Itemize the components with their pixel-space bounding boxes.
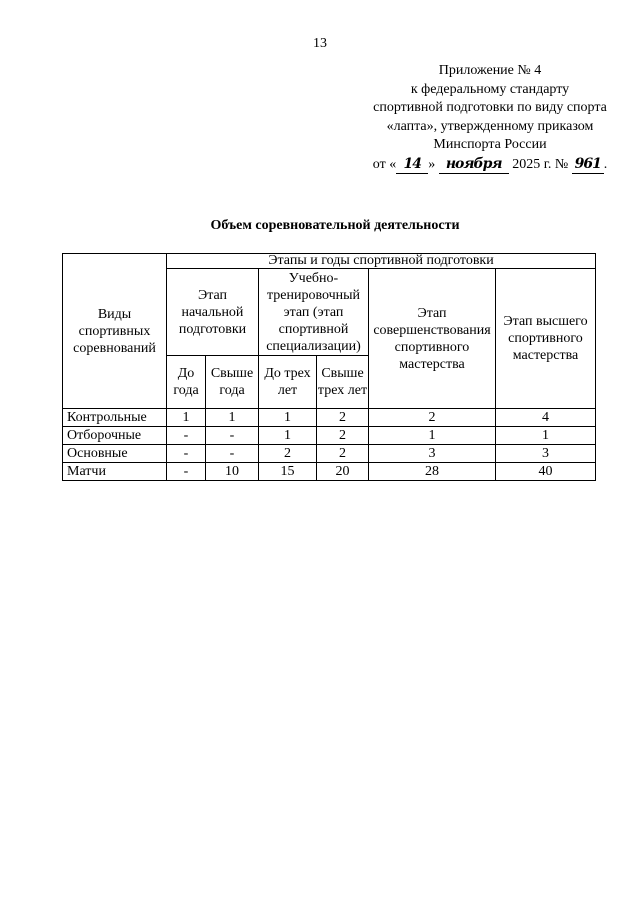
table-row — [63, 427, 596, 445]
table-cell: 3 — [369, 445, 496, 463]
table-row — [63, 463, 596, 481]
order-year: 2025 г. № — [512, 156, 569, 172]
table-cell: 2 — [369, 409, 496, 427]
table-cell: - — [206, 445, 259, 463]
table-cell: 1 — [369, 427, 496, 445]
table-cell: 1 — [206, 409, 259, 427]
table-cell: 15 — [259, 463, 317, 481]
competition-volume-table — [62, 253, 596, 481]
appendix-order-line — [340, 155, 640, 175]
table-cell: 3 — [496, 445, 596, 463]
table-cell: 2 — [317, 427, 369, 445]
order-end: . — [603, 156, 608, 172]
header-stages-group: Этапы и годы спортивной подготовки — [167, 254, 596, 269]
table-cell: 1 — [167, 409, 206, 427]
order-quote-close: » — [428, 156, 436, 172]
table-cell: 20 — [317, 463, 369, 481]
table-row — [63, 445, 596, 463]
header-competition-types: Виды спортивных соревнований — [63, 254, 167, 409]
header-stage-initial: Этап начальной подготовки — [167, 269, 259, 356]
subheader-up-to-three-years: До трех лет — [259, 356, 317, 409]
header-stage-higher: Этап высшего спортивного мастерства — [496, 269, 596, 409]
table-cell: - — [167, 463, 206, 481]
table-cell: 10 — [206, 463, 259, 481]
table-cell: - — [206, 427, 259, 445]
row-label: Контрольные — [63, 409, 167, 427]
table-cell: 1 — [259, 409, 317, 427]
table-cell: 1 — [496, 427, 596, 445]
row-label: Основные — [63, 445, 167, 463]
appendix-line-3: спортивной подготовки по виду спорта — [373, 100, 607, 115]
table-cell: 40 — [496, 463, 596, 481]
order-month: ноября — [439, 155, 509, 175]
table-cell: - — [167, 427, 206, 445]
document-title: Объем соревновательной деятельности — [210, 218, 460, 233]
order-day: 14 — [396, 155, 428, 175]
table-cell: 2 — [259, 445, 317, 463]
appendix-line-2: к федеральному стандарту — [410, 81, 570, 97]
table-cell: 4 — [496, 409, 596, 427]
table-row — [63, 409, 596, 427]
table-cell: - — [167, 445, 206, 463]
row-label: Отборочные — [63, 427, 167, 445]
table-cell: 2 — [317, 445, 369, 463]
order-number: 961 — [572, 155, 604, 175]
page-number: 13 — [313, 36, 327, 51]
order-from-label: от « — [372, 156, 397, 172]
table-cell: 28 — [369, 463, 496, 481]
table-cell: 1 — [259, 427, 317, 445]
header-stage-improvement: Этап совершенствования спортивного мастерства — [369, 269, 496, 409]
appendix-line-5: Минспорта России — [433, 137, 547, 152]
appendix-line-1: Приложение № 4 — [438, 63, 542, 78]
subheader-up-to-year: До года — [167, 356, 206, 409]
subheader-over-year: Свыше года — [206, 356, 259, 409]
appendix-line-4: «лапта», утвержденному приказом — [386, 118, 594, 134]
appendix-header — [340, 62, 640, 174]
row-label: Матчи — [63, 463, 167, 481]
table-cell: 2 — [317, 409, 369, 427]
subheader-over-three-years: Свыше трех лет — [317, 356, 369, 409]
header-stage-training: Учебно-тренировочный этап (этап спортивной специализации) — [259, 269, 369, 356]
